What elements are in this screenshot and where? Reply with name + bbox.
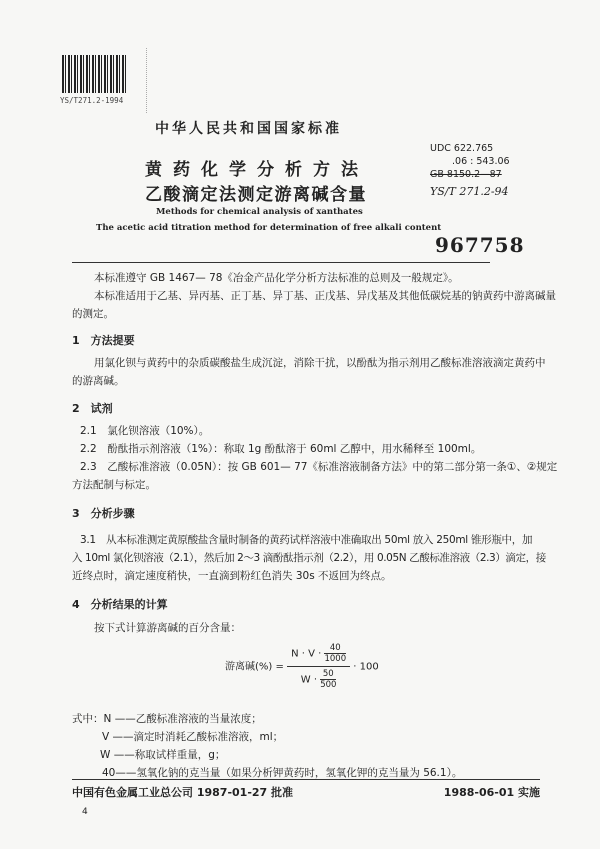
formula-lhs: 游离碱(%) = (225, 661, 284, 673)
approval-date: 中国有色金属工业总公司 1987-01-27 批准 (72, 786, 294, 799)
reagent-item: 2.2 酚酞指示剂溶液（1%）：称取 1g 酚酞溶于 60ml 乙醇中，用水稀释至 100ml。 (80, 443, 482, 455)
old-standard-code: GB 8150.2—87 (430, 169, 502, 180)
body-line: 的游离碱。 (72, 375, 125, 387)
body-line: 近终点时，滴定速度稍快，一直滴到粉红色消失 30s 不返回为终点。 (72, 570, 392, 582)
variable-definition: 40——氢氧化钠的克当量（如果分析钾黄药时，氢氧化钾的克当量为 56.1）。 (102, 767, 463, 779)
reagent-item: 2.3 乙酸标准溶液（0.05N）：按 GB 601— 77《标准溶液制备方法》中的第二部分第一条①、②规定 (80, 461, 558, 473)
subfraction-num: 50 (320, 669, 336, 680)
title-cn-2: 乙酸滴定法测定游离碱含量 (145, 185, 367, 205)
reagent-item: 2.1 氯化钡溶液（10%）。 (80, 425, 210, 437)
denominator-subfraction (320, 669, 336, 690)
reagent-item: 方法配制与标定。 (72, 479, 156, 491)
formula-lead: 按下式计算游离碱的百分含量： (94, 622, 241, 634)
title-cn-1: 黄药化学分析方法 (145, 160, 369, 180)
section-4-title: 4 分析结果的计算 (72, 598, 168, 611)
intro-line: 本标准遵守 GB 1467— 78《冶金产品化学分析方法标准的总则及一般规定》。 (94, 272, 459, 284)
stamp-number: 967758 (435, 233, 525, 257)
subfraction-den: 1000 (324, 654, 347, 664)
udc-line-2: .06 : 543.06 (452, 156, 510, 167)
section-1-title: 1 方法提要 (72, 334, 135, 347)
denominator-prefix: W · (300, 674, 317, 686)
udc-code (430, 142, 510, 168)
section-2-title: 2 试剂 (72, 402, 113, 415)
page-number: 4 (82, 807, 88, 817)
title-en-2: The acetic acid titration method for determination of free alkali content (96, 223, 442, 233)
numerator-subfraction (324, 643, 346, 664)
header-rule (72, 262, 490, 263)
divider (146, 48, 147, 113)
intro-line: 本标准适用于乙基、异丙基、正丁基、异丁基、正戊基、异戊基及其他低碳烷基的钠黄药中游离碱量 (94, 290, 556, 302)
barcode-label: YS/T271.2-1994 (60, 96, 124, 105)
formula-fraction (287, 643, 350, 690)
intro-line: 的测定。 (72, 308, 114, 320)
title-en-1: Methods for chemical analysis of xanthates (156, 207, 363, 217)
subfraction-num: 40 (324, 643, 346, 654)
formula-numerator (287, 643, 350, 667)
effective-date: 1988-06-01 实施 (443, 786, 540, 799)
section-3-title: 3 分析步骤 (72, 507, 135, 520)
subfraction-den: 500 (320, 680, 337, 690)
body-line: 3.1 从本标准测定黄原酸盐含量时制备的黄药试样溶液中准确取出 50ml 放入 250ml 锥形瓶中，加 (80, 534, 533, 546)
free-alkali-formula (225, 643, 379, 690)
variable-definition: W ——称取试样重量，g； (100, 749, 226, 761)
body-line: 用氯化钡与黄药中的杂质碳酸盐生成沉淀，消除干扰，以酚酞为指示剂用乙酸标准溶液滴定黄药中 (94, 357, 546, 369)
variable-definition: 式中：N ——乙酸标准溶液的当量浓度； (72, 713, 262, 725)
formula-suffix: · 100 (353, 661, 379, 673)
body-line: 入 10ml 氯化钡溶液（2.1），然后加 2～3 滴酚酞指示剂（2.2），用 0.05N 乙酸标准溶液（2.3）滴定，接 (72, 552, 546, 564)
udc-line-1: UDC 622.765 (430, 143, 494, 154)
national-standard-heading: 中华人民共和国国家标准 (155, 121, 342, 137)
barcode (62, 55, 128, 93)
formula-denominator (287, 667, 350, 690)
footer-rule (72, 779, 540, 780)
new-standard-code: YS/T 271.2-94 (430, 185, 509, 198)
numerator-prefix: N · V · (291, 648, 322, 660)
variable-definition: V ——滴定时消耗乙酸标准溶液，ml； (102, 731, 284, 743)
